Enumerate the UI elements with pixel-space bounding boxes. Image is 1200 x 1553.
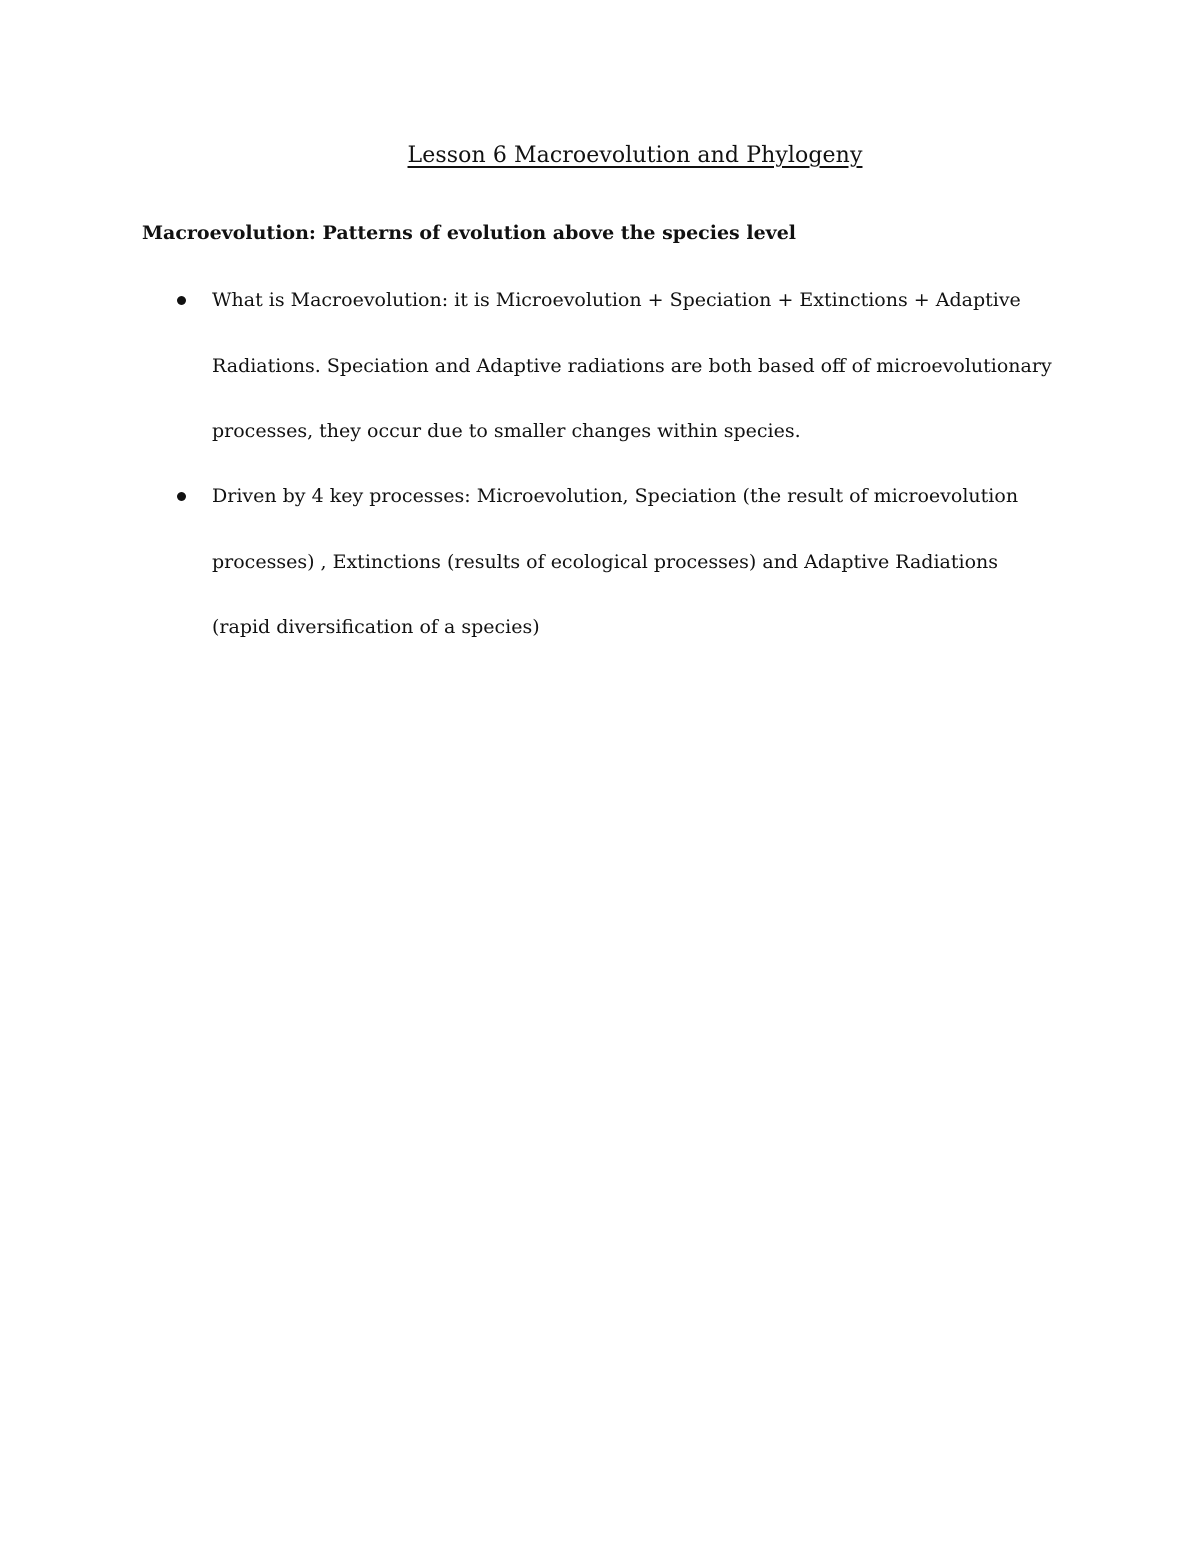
list-item [212, 464, 1062, 661]
list-item-text: What is Macroevolution: it is Microevolution + Speciation + Extinctions + Adaptive Radiations. Speciation and Adaptive radiations are both based off of microevolutionary processes, they occur due to smaller changes within species. [212, 289, 1052, 442]
list-item [212, 268, 1062, 465]
document-title: Lesson 6 Macroevolution and Phylogeny [407, 143, 863, 168]
bullet-icon [177, 296, 186, 305]
section-heading: Macroevolution: Patterns of evolution above the species level [142, 222, 797, 244]
bullet-icon [177, 492, 186, 501]
list-item-text: Driven by 4 key processes: Microevolution, Speciation (the result of microevolution processes) , Extinctions (results of ecological processes) and Adaptive Radiations (rapid diversification of a species) [212, 485, 1019, 638]
